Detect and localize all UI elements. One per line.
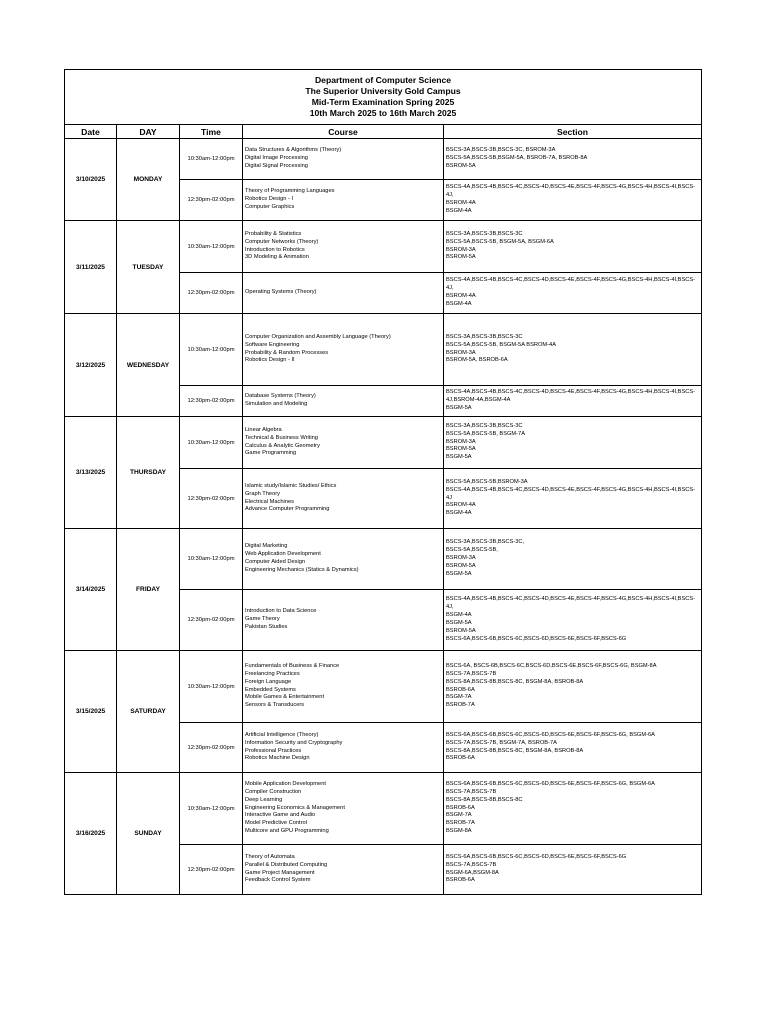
day-cell: SUNDAY: [117, 773, 180, 895]
course-name: Fundamentals of Business & Finance: [245, 662, 340, 669]
column-header-section: Section: [444, 125, 702, 139]
schedule-row: [65, 221, 702, 273]
section-cell: [444, 180, 702, 221]
course-name: Operating Systems (Theory): [245, 289, 317, 296]
section-list: BSCS-4A,BSCS-4B,BSCS-4C,BSCS-4D,BSCS-4E,BSCS-4F,BSCS-4G,BSCS-4H,BSCS-4I,BSCS-4J,: [446, 596, 696, 611]
section-list: BSCS-3A,BSCS-3B,BSCS-3C: [446, 333, 523, 340]
section-list: BSCS-5A,BSCS-5B,: [446, 547, 498, 554]
course-name: Mobile Application Development: [245, 780, 326, 787]
section-list: BSCS-7A,BSCS-7B, BSGM-7A, BSROB-7A: [446, 739, 557, 746]
section-list: BSGM-5A: [446, 570, 472, 577]
course-name: Database Systems (Theory): [245, 393, 316, 400]
course-name: Digital Signal Processing: [245, 162, 308, 169]
section-list: BSROB-7A: [446, 820, 475, 827]
course-name: Mobile Games & Entertainment: [245, 694, 325, 701]
column-header-row: [65, 125, 702, 139]
course-name: Computer Aided Design: [245, 559, 306, 565]
day-cell: FRIDAY: [117, 529, 180, 651]
date-cell: 3/14/2025: [65, 529, 117, 651]
section-cell: [444, 529, 702, 590]
course-name: Deep Learning: [245, 796, 283, 803]
section-list: BSROM-5A: [446, 162, 476, 169]
section-list: BSCS-5A,BSCS-5B,BSGM-5A, BSROB-7A, BSROB-8A: [446, 155, 588, 162]
section-list: BSCS-6A, BSCS-6B,BSCS-6C,BSCS-6D,BSCS-6E,BSCS-6F,BSCS-6G, BSGM-8A: [446, 662, 657, 669]
section-list: BSCS-4A,BSCS-4B,BSCS-4C,BSCS-4D,BSCS-4E,BSCS-4F,BSCS-4G,BSCS-4H,BSCS-4I,BSCS-4J: [446, 486, 696, 501]
course-cell: [243, 590, 444, 651]
course-name: Data Structures & Algorithms (Theory): [245, 147, 342, 154]
day-cell: TUESDAY: [117, 221, 180, 314]
course-name: Calculus & Analytic Geometry: [245, 442, 320, 449]
time-cell: 10:30am-12:00pm: [180, 529, 243, 590]
section-cell: [444, 590, 702, 651]
header-block: [65, 70, 702, 125]
course-name: Compiler Construction: [245, 788, 302, 795]
course-name: Electrical Machines: [245, 498, 294, 505]
column-header-date: Date: [65, 125, 117, 139]
course-name: Parallel & Distributed Computing: [245, 861, 328, 868]
section-cell: [444, 314, 702, 386]
section-list: BSCS-5A,BSCS-5B,BSROM-3A: [446, 478, 528, 485]
course-cell: [243, 529, 444, 590]
section-list: BSCS-7A,BSCS-7B: [446, 670, 497, 677]
course-name: 3D Modeling & Animation: [245, 254, 309, 261]
section-cell: [444, 773, 702, 845]
section-list: BSROB-6A: [446, 686, 475, 693]
course-name: Introduction to Data Science: [245, 608, 317, 615]
section-cell: [444, 386, 702, 417]
section-list: BSCS-3A,BSCS-3B,BSCS-3C, BSROM-3A: [446, 147, 556, 154]
course-cell: [243, 845, 444, 895]
course-name: Game Programming: [245, 450, 297, 457]
course-name: Feedback Control System: [245, 877, 311, 884]
section-list: BSROM-4A: [446, 200, 476, 206]
section-list: BSCS-6A,BSCS-6B,BSCS-6C,BSCS-6D,BSCS-6E,BSCS-6F,BSCS-6G: [446, 635, 627, 642]
section-list: BSROM-4A: [446, 293, 476, 299]
section-list: BSGM-5A: [446, 454, 472, 461]
course-name: Engineering Mechanics (Statics & Dynamics): [245, 566, 359, 573]
section-list: BSGM-4A: [446, 510, 472, 517]
section-cell: [444, 469, 702, 529]
course-name: Engineering Economics & Management: [245, 804, 345, 811]
section-list: BSGM-8A: [446, 828, 472, 835]
section-list: BSCS-6A,BSCS-6B,BSCS-6C,BSCS-6D,BSCS-6E,BSCS-6F,BSCS-6G, BSGM-6A: [446, 780, 655, 787]
section-list: BSROB-6A: [446, 877, 475, 884]
section-list: BSROM-5A, BSROB-6A: [446, 357, 508, 364]
course-cell: [243, 273, 444, 314]
course-name: Simulation and Modeling: [245, 401, 308, 407]
section-list: BSCS-8A,BSCS-8B,BSCS-8C, BSGM-8A, BSROB-8A: [446, 747, 584, 754]
course-name: Technical & Business Writing: [245, 434, 318, 441]
time-cell: 10:30am-12:00pm: [180, 651, 243, 723]
time-cell: 10:30am-12:00pm: [180, 314, 243, 386]
section-cell: [444, 723, 702, 773]
time-cell: 12:30pm-02:00pm: [180, 273, 243, 314]
exam-title: Mid-Term Examination Spring 2025: [311, 97, 455, 107]
section-list: BSCS-8A,BSCS-8B,BSCS-8C: [446, 796, 523, 803]
course-name: Robotics Design - I: [245, 196, 294, 203]
section-list: BSROB-6A: [446, 804, 475, 811]
section-list: BSCS-7A,BSCS-7B: [446, 861, 497, 868]
time-cell: 12:30pm-02:00pm: [180, 590, 243, 651]
column-header-day: DAY: [117, 125, 180, 139]
course-cell: [243, 773, 444, 845]
course-name: Probability & Statistics: [245, 230, 302, 237]
course-name: Artificial Intelligence (Theory): [245, 731, 319, 738]
section-list: BSCS-3A,BSCS-3B,BSCS-3C,: [446, 539, 525, 546]
day-cell: THURSDAY: [117, 417, 180, 529]
section-cell: [444, 845, 702, 895]
day-cell: MONDAY: [117, 139, 180, 221]
section-list: BSGM-7A: [446, 812, 472, 819]
campus-title: The Superior University Gold Campus: [305, 85, 461, 96]
date-cell: 3/13/2025: [65, 417, 117, 529]
course-name: Game Theory: [245, 616, 280, 623]
section-list: BSROM-3A: [446, 555, 476, 562]
course-name: Game Project Management: [245, 869, 315, 876]
section-list: BSROM-4A: [446, 502, 476, 509]
section-list: BSROM-5A: [446, 562, 476, 569]
section-list: BSGM-5A: [446, 620, 472, 626]
course-name: Robotics Design - II: [245, 357, 295, 364]
section-cell: [444, 417, 702, 469]
course-name: Professional Practices: [245, 747, 302, 754]
section-list: BSGM-5A: [446, 404, 472, 411]
section-list: BSCS-5A,BSCS-5B, BSGM-5A, BSGM-6A: [446, 238, 554, 245]
course-name: Information Security and Cryptography: [245, 739, 343, 746]
section-list: BSCS-3A,BSCS-3B,BSCS-3C: [446, 422, 523, 429]
course-name: Freelancing Practices: [245, 670, 300, 677]
time-cell: 10:30am-12:00pm: [180, 417, 243, 469]
course-name: Web Application Development: [245, 551, 321, 558]
section-list: BSGM-7A: [446, 694, 472, 701]
course-name: Theory of Programming Languages: [245, 188, 335, 195]
section-list: BSCS-5A,BSCS-5B, BSGM-5A BSROM-4A: [446, 341, 556, 348]
course-name: Introduction to Robotics: [245, 246, 305, 253]
schedule-table: [64, 69, 702, 895]
section-list: BSROM-3A: [446, 438, 476, 445]
course-name: Probability & Random Processes: [245, 349, 329, 356]
course-cell: [243, 417, 444, 469]
course-name: Software Engineering: [245, 341, 300, 348]
course-cell: [243, 469, 444, 529]
column-header-course: Course: [243, 125, 444, 139]
course-name: Embedded Systems: [245, 686, 296, 693]
section-list: BSCS-4A,BSCS-4B,BSCS-4C,BSCS-4D,BSCS-4E,BSCS-4F,BSCS-4G,BSCS-4H,BSCS-4I,BSCS-4J,: [446, 184, 696, 199]
course-name: Graph Theory: [245, 490, 280, 497]
section-list: BSROM-3A: [446, 246, 476, 253]
section-cell: [444, 139, 702, 180]
course-name: Theory of Automata: [245, 853, 295, 860]
course-name: Digital Image Processing: [245, 155, 308, 162]
time-cell: 12:30pm-02:00pm: [180, 845, 243, 895]
section-list: BSROB-6A: [446, 755, 475, 762]
course-cell: [243, 314, 444, 386]
day-cell: SATURDAY: [117, 651, 180, 773]
time-cell: 12:30pm-02:00pm: [180, 469, 243, 529]
course-name: Foreign Language: [245, 678, 292, 685]
section-list: BSGM-4A: [446, 612, 472, 619]
time-cell: 12:30pm-02:00pm: [180, 723, 243, 773]
course-cell: [243, 221, 444, 273]
course-cell: [243, 651, 444, 723]
section-list: BSGM-6A,BSGM-8A: [446, 869, 499, 876]
department-title: Department of Computer Science: [314, 74, 452, 85]
course-name: Islamic study/Islamic Studies/ Ethics: [245, 482, 337, 489]
section-list: BSCS-8A,BSCS-8B,BSCS-8C, BSGM-8A, BSROB-8A: [446, 678, 584, 685]
date-cell: 3/12/2025: [65, 314, 117, 417]
column-header-time: Time: [180, 125, 243, 139]
time-cell: 12:30pm-02:00pm: [180, 386, 243, 417]
course-name: Sensors & Transducers: [245, 702, 305, 709]
day-cell: WEDNESDAY: [117, 314, 180, 417]
course-cell: [243, 180, 444, 221]
section-list: BSCS-6A,BSCS-6B,BSCS-6C,BSCS-6D,BSCS-6E,BSCS-6F,BSCS-6G, BSGM-6A: [446, 731, 655, 738]
time-cell: 10:30am-12:00pm: [180, 773, 243, 845]
course-name: Computer Organization and Assembly Language (Theory): [245, 333, 391, 340]
section-list: BSCS-6A,BSCS-6B,BSCS-6C,BSCS-6D,BSCS-6E,BSCS-6F,BSCS-6G: [446, 853, 627, 860]
section-list: BSROM-5A: [446, 446, 476, 453]
course-name: Digital Marketing: [245, 543, 288, 550]
section-cell: [444, 221, 702, 273]
date-cell: 3/11/2025: [65, 221, 117, 314]
course-name: Linear Algebra: [245, 426, 282, 433]
course-name: Advance Computer Programming: [245, 506, 330, 513]
section-list: BSCS-4A,BSCS-4B,BSCS-4C,BSCS-4D,BSCS-4E,BSCS-4F,BSCS-4G,BSCS-4H,BSCS-4I,BSCS-4J,BSROM-4A,BSGM-4A: [446, 389, 696, 404]
section-list: BSROB-7A: [446, 702, 475, 709]
time-cell: 12:30pm-02:00pm: [180, 180, 243, 221]
time-cell: 10:30am-12:00pm: [180, 221, 243, 273]
section-cell: [444, 651, 702, 723]
course-name: Pakistan Studies: [245, 623, 288, 630]
exam-schedule-sheet: [64, 69, 701, 895]
course-cell: [243, 723, 444, 773]
section-list: BSGM-4A: [446, 207, 472, 214]
section-list: BSCS-3A,BSCS-3B,BSCS-3C: [446, 230, 523, 237]
date-cell: 3/16/2025: [65, 773, 117, 895]
section-list: BSROM-5A: [446, 254, 476, 261]
section-list: BSROM-3A: [446, 349, 476, 356]
course-name: Robotics Machine Design: [245, 755, 310, 762]
course-cell: [243, 386, 444, 417]
section-list: BSCS-4A,BSCS-4B,BSCS-4C,BSCS-4D,BSCS-4E,BSCS-4F,BSCS-4G,BSCS-4H,BSCS-4I,BSCS-4J,: [446, 277, 696, 292]
section-list: BSCS-7A,BSCS-7B: [446, 788, 497, 795]
time-cell: 10:30am-12:00pm: [180, 139, 243, 180]
section-list: BSCS-5A,BSCS-5B, BSGM-7A: [446, 430, 526, 437]
schedule-row: [65, 139, 702, 180]
date-cell: 3/10/2025: [65, 139, 117, 221]
schedule-row: [65, 417, 702, 469]
schedule-row: [65, 529, 702, 590]
schedule-row: [65, 773, 702, 845]
course-name: Multicore and GPU Programming: [245, 828, 329, 835]
schedule-row: [65, 651, 702, 723]
course-cell: [243, 139, 444, 180]
course-name: Computer Graphics: [245, 203, 295, 210]
course-name: Computer Networks (Theory): [245, 238, 319, 245]
date-range: 10th March 2025 to 16th March 2025: [309, 108, 457, 119]
section-list: BSROM-5A: [446, 627, 476, 634]
date-cell: 3/15/2025: [65, 651, 117, 773]
section-cell: [444, 273, 702, 314]
course-name: Model Predictive Control: [245, 820, 307, 827]
course-name: Interactive Game and Audio: [245, 812, 316, 819]
schedule-row: [65, 314, 702, 386]
section-list: BSGM-4A: [446, 300, 472, 307]
